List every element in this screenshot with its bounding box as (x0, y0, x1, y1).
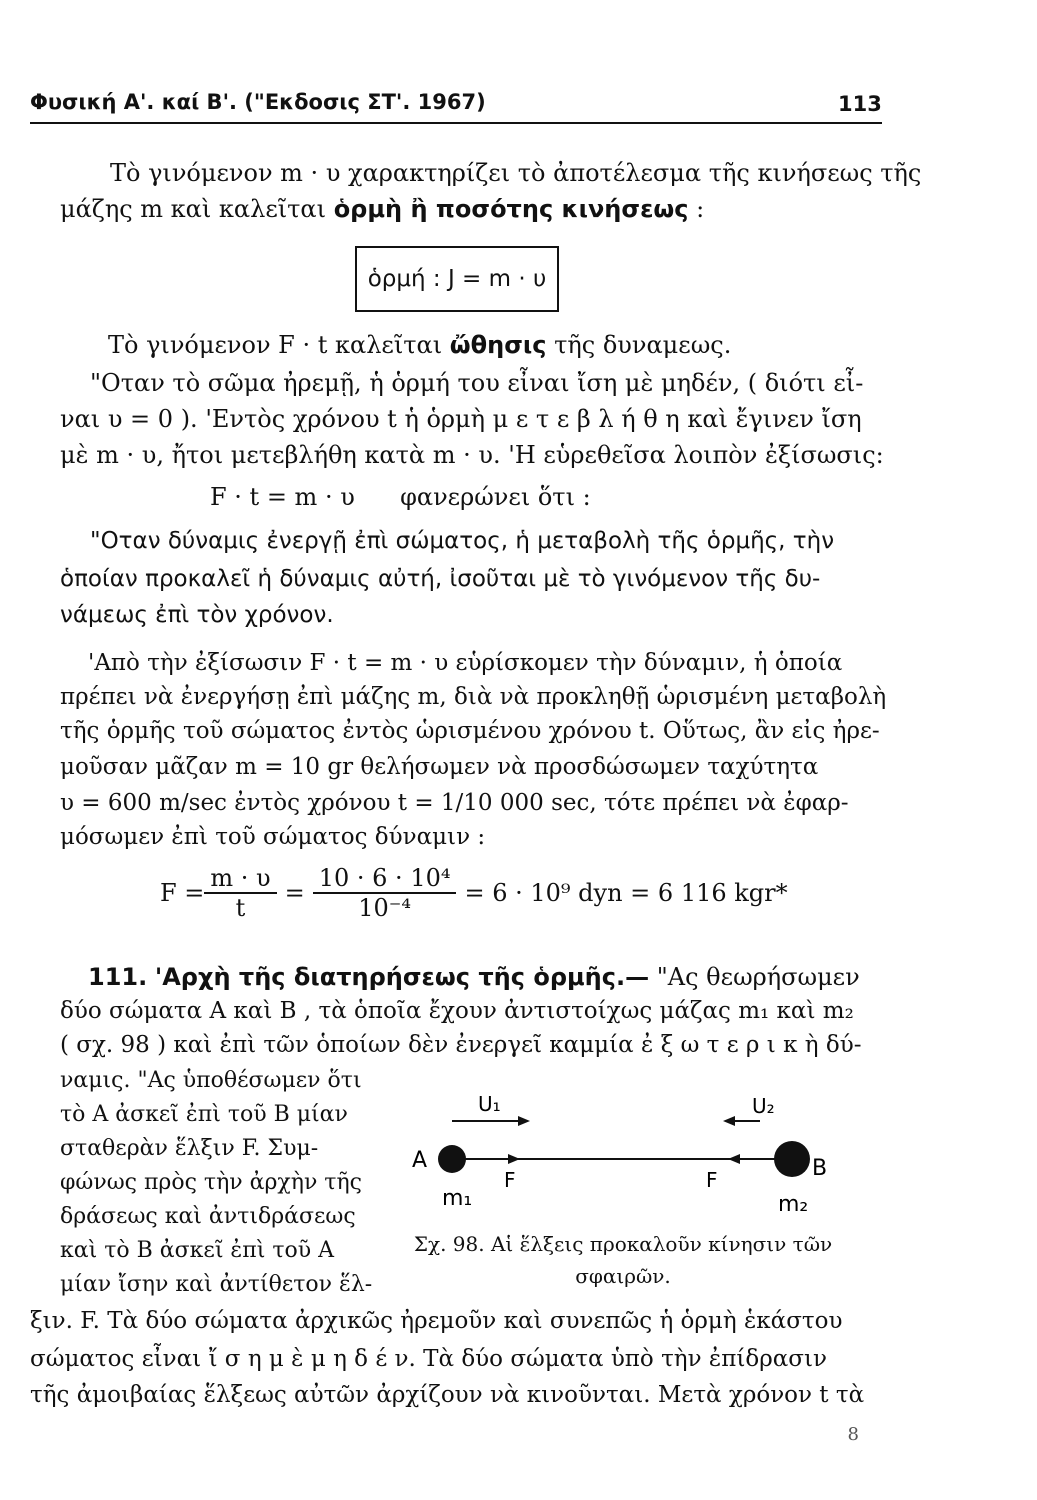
para3-line5: υ = 600 m/sec ἐντὸς χρόνου t = 1/10 000 sec, τότε πρέπει νὰ ἐφαρ- (60, 790, 849, 816)
wrap-line6: καὶ τὸ Β ἀσκεῖ ἐπὶ τοῦ Α (60, 1238, 334, 1263)
section-full-line1: ξιν. F. Τὰ δύο σώματα ἀρχικῶς ἠρεμοῦν καὶ συνεπῶς ἡ ὁρμὴ ἑκάστου (30, 1308, 843, 1334)
label-m1: m₁ (442, 1186, 473, 1211)
eq2-frac1-den: t (235, 894, 246, 922)
equation-impulse-text: φανερώνει ὅτι : (400, 483, 591, 511)
wrap-line5: δράσεως καὶ ἀντιδράσεως (60, 1204, 356, 1229)
label-F-left: F (504, 1168, 516, 1192)
eq2-frac1-num: m · υ (204, 864, 276, 894)
para1-line2-end: : (688, 195, 705, 223)
para3-line2: πρέπει νὰ ἐνεργήσῃ ἐπὶ μάζης m, διὰ νὰ προκληθῇ ὡρισμένη μεταβολὴ (60, 684, 887, 710)
eq2-lhs: F = (160, 879, 205, 907)
momentum-term: ὁρμὴ ἢ ποσότης κινήσεως (333, 195, 689, 223)
section-line2: δύο σώματα Α καὶ Β , τὰ ὁποῖα ἔχουν ἀντιστοίχως μάζας m₁ καὶ m₂ (60, 998, 854, 1024)
eq2-frac2-den: 10⁻⁴ (358, 894, 412, 922)
para2-line1-start: Τὸ γινόμενον F · t καλεῖται (108, 331, 450, 359)
para2-line4: μὲ m · υ, ἤτοι μετεβλήθη κατὰ m · υ. 'Η εὑρεθεῖσα λοιπὸν ἐξίσωσις: (60, 441, 884, 469)
para3-line1: 'Απὸ τὴν ἐξίσωσιν F · t = m · υ εὑρίσκομεν τὴν δύναμιν, ἡ ὁποία (88, 650, 843, 676)
para3-line6: μόσωμεν ἐπὶ τοῦ σώματος δύναμιν : (60, 824, 486, 850)
para1-line1: Τὸ γινόμενον m · υ χαρακτηρίζει τὸ ἀποτέλεσμα τῆς κινήσεως τῆς (110, 159, 922, 187)
para1-line2-start: μάζης m καὶ καλεῖται (60, 195, 334, 223)
para3-line4: μοῦσαν μᾶζαν m = 10 gr θελήσωμεν νὰ προσδώσωμεν ταχύτητα (60, 754, 819, 780)
sphere-B (774, 1141, 810, 1177)
eq2-rhs: = 6 · 10⁹ dyn = 6 116 kgr* (464, 879, 788, 907)
wrap-line4: φώνως πρὸς τὴν ἀρχὴν τῆς (60, 1170, 362, 1195)
momentum-formula-box (355, 246, 559, 312)
wrap-line2: τὸ Α ἀσκεῖ ἐπὶ τοῦ Β μίαν (60, 1102, 348, 1127)
eq2-fraction1 (204, 864, 276, 922)
section-line1-rest: "Ας θεωρήσωμεν (649, 963, 860, 991)
header-rule (30, 122, 882, 124)
velocity-arrowhead-u2 (723, 1116, 735, 1126)
label-m2: m₂ (778, 1192, 809, 1217)
eq2-fraction2 (313, 864, 457, 922)
eq2-frac2-num: 10 · 6 · 10⁴ (313, 864, 457, 894)
label-A: A (412, 1148, 428, 1173)
label-F-right: F (706, 1168, 718, 1192)
eq2-equals: = (284, 879, 305, 907)
sphere-A (438, 1145, 466, 1173)
impulse-term: ὤθησις (449, 331, 547, 359)
figure-caption-line1: Σχ. 98. Αἱ ἕλξεις προκαλοῦν κίνησιν τῶν (413, 1232, 833, 1256)
force-arrowhead-B (728, 1154, 740, 1164)
section-title: 'Αρχὴ τῆς διατηρήσεως τῆς ὁρμῆς.— (154, 963, 650, 991)
section-number: 111. (88, 963, 148, 991)
equation-force-calc (160, 864, 788, 922)
momentum-formula: ὁρμή : J = m · υ (367, 266, 547, 292)
statement-line2: ὁποίαν προκαλεῖ ἡ δύναμις αὐτή, ἰσοῦται μὲ τὸ γινόμενον τῆς δυ- (60, 566, 821, 592)
page-number: 113 (838, 92, 882, 116)
section-full-line2: σώματος εἶναι ἴ σ η μ ὲ μ η δ έ ν. Τὰ δύο σώματα ὑπὸ τὴν ἐπίδρασιν (30, 1346, 827, 1372)
force-arrowhead-A (508, 1154, 520, 1164)
velocity-arrowhead-u1 (518, 1116, 530, 1126)
para2-line3: ναι υ = 0 ). 'Εντὸς χρόνου t ἡ ὁρμὴ μ ε τ ε β λ ή θ η καὶ ἔγινεν ἴση (60, 405, 862, 433)
figure-caption-line2: σφαιρῶν. (575, 1264, 671, 1288)
equation-impulse-formula: F · t = m · υ (210, 483, 355, 511)
wrap-line1: ναμις. "Ας ὑποθέσωμεν ὅτι (60, 1068, 362, 1093)
para2-line1 (108, 330, 731, 360)
para2-line2: "Οταν τὸ σῶμα ἠρεμῇ, ἡ ὁρμή του εἶναι ἴση μὲ μηδέν, ( διότι εἶ- (90, 369, 864, 397)
figure-98 (400, 1085, 840, 1220)
para2-line1-end: τῆς δυναμεως. (546, 331, 732, 359)
label-B: B (812, 1156, 828, 1181)
section-line3: ( σχ. 98 ) καὶ ἐπὶ τῶν ὁποίων δὲν ἐνεργεῖ καμμία ἐ ξ ω τ ε ρ ι κ ὴ δύ- (60, 1032, 862, 1058)
equation-impulse (210, 482, 591, 512)
signature-mark: 8 (847, 1424, 859, 1445)
section-heading-line (88, 962, 860, 992)
para3-line3: τῆς ὁρμῆς τοῦ σώματος ἐντὸς ὡρισμένου χρόνου t. Οὕτως, ἂν εἰς ἠρε- (60, 718, 880, 744)
label-u1: U₁ (478, 1092, 501, 1116)
wrap-line7: μίαν ἴσην καὶ ἀντίθετον ἕλ- (60, 1272, 373, 1297)
running-header: Φυσική Α'. καί Β'. ("Εκδοσις ΣΤ'. 1967) (30, 90, 486, 114)
label-u2: U₂ (752, 1094, 775, 1118)
section-full-line3: τῆς ἀμοιβαίας ἕλξεως αὐτῶν ἀρχίζουν νὰ κινοῦνται. Μετὰ χρόνον t τὰ (30, 1382, 865, 1408)
statement-line3: νάμεως ἐπὶ τὸν χρόνον. (60, 602, 334, 628)
statement-line1: "Οταν δύναμις ἐνεργῇ ἐπὶ σώματος, ἡ μεταβολὴ τῆς ὁρμῆς, τὴν (90, 528, 835, 554)
wrap-line3: σταθερὰν ἕλξιν F. Συμ- (60, 1136, 319, 1161)
para1-line2 (60, 194, 704, 224)
